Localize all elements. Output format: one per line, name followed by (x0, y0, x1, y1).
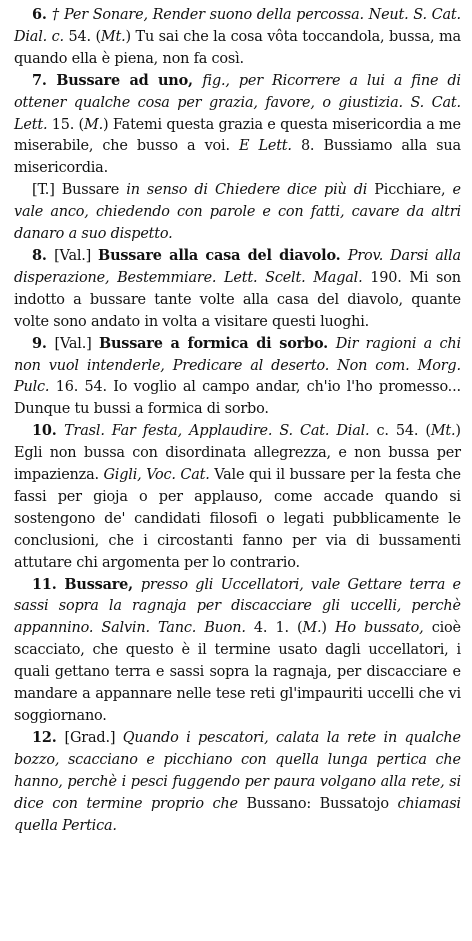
entry-text-run: Bussare alla casa del diavolo. (98, 245, 348, 264)
entry-text-run: e vale anco, chiedendo con parole e con fatti, cavare da altri danaro a suo dispetto. (14, 180, 461, 243)
entry-text-run: 6. (32, 5, 52, 23)
entry-text-run: ) Fatemi questa grazia e questa misericordia a me miserabile, che busso a voi. (14, 114, 461, 155)
entry-text-run: M. (83, 114, 103, 133)
entry-text-run: Ho bussato, (335, 618, 432, 637)
entry-text-run: Trasl. Far festa, Applaudire. S. Cat. Dial. (64, 421, 377, 440)
dictionary-column (14, 4, 462, 836)
entry-6 (14, 4, 461, 70)
entry-text-run: E Lett. (238, 136, 301, 155)
entry-text-run: [Val.] (54, 333, 99, 352)
entry-10 (14, 420, 461, 573)
entry-text-run: 9. (32, 333, 55, 352)
entry-text-run: fig., per Ricorrere a lui a fine di ottener qualche cosa per grazia, favore, o giustizia. S. Cat. Lett. (14, 70, 461, 133)
entry-text-run: [Grad.] (64, 727, 123, 746)
entry-text-run: 54. ( (68, 26, 101, 45)
entry-text-run: ) (321, 618, 336, 637)
entry-text-run: 15. ( (51, 114, 84, 133)
entry-text-run: Bussano: Bussatojo (246, 793, 398, 812)
entry-text-run: Mt. (100, 26, 126, 45)
entry-text-run: Mt. (430, 421, 456, 440)
entry-text-run: ) Tu sai che la cosa vôta toccandola, bussa, ma quando ella è piena, non fa così. (14, 26, 461, 67)
entry-text-run: 12. (32, 727, 65, 746)
entry-text-run: Bussare a formica di sorbo. (98, 333, 336, 352)
entry-text-run: Picchiare, (374, 180, 453, 199)
entry-text-run: Prov. Darsi alla disperazione, Bestemmiare. Lett. Scelt. Magal. (14, 245, 461, 286)
entry-text-run: 16. 54. Io voglio al campo andar, ch'io l'ho promesso... Dunque tu bussi a formica di sorbo. (14, 377, 461, 418)
entry-text-run: Vale qui il bussare per la festa che fassi per gioja o per applauso, come accade quando si sostengono de' candidati filosofi o legati pubblicamente le conclusioni, che i circostanti fanno per via di bussamenti attutare chi argomenta per lo contrario. (14, 465, 461, 571)
entry-text-run: 10. (32, 421, 65, 440)
entry-text-run: in senso di Chiedere dice più di (126, 180, 375, 199)
entry-text-run: 11. Bussare, (32, 574, 141, 593)
entry-text-run: 7. Bussare ad uno, (32, 70, 203, 89)
entry-text-run: c. 54. ( (376, 421, 431, 440)
entry-text-run: [Val.] (54, 245, 99, 264)
entry-text-run: † Per Sonare, Render suono della percossa. Neut. S. Cat. Dial. c. (14, 5, 461, 45)
entry-text-run: 190. Mi son indotto a bussare tante volte alla casa del diavolo, quante volte sono andato in volta a visitare questi luoghi. (14, 267, 461, 330)
entry-text-run: Dir ragioni a chi non vuol intenderle, Predicare al deserto. Non com. Morg. Pulc. (14, 333, 461, 396)
entry-text-run: Gigli, Voc. Cat. (103, 465, 215, 484)
entry-text-run: ) Egli non bussa con disordinata allegrezza, e non bussa per impazienza. (14, 421, 461, 484)
entry-text-run: 4. 1. ( (253, 618, 303, 637)
entry-11 (14, 574, 461, 727)
entry-text-run: [T.] Bussare (32, 180, 127, 199)
entry-text-run: presso gli Uccellatori, vale Gettare terra e sassi sopra la ragnaja per discacciare gli uccelli, perchè appannino. Salvin. Tanc. Buon. (14, 574, 461, 637)
entry-text-run: 8. Bussiamo alla sua misericordia. (14, 136, 461, 177)
entry-9 (14, 333, 461, 421)
entry-text-run: M. (302, 618, 322, 637)
entry-text-run: cioè scacciato, che questo è il termine usato dagli uccellatori, i quali gettano terra e sassi sopra la ragnaja, per discacciare e mandare a appannare nelle tese reti gl'impauriti uccelli che vi soggiornano. (14, 618, 461, 724)
entry-12 (14, 727, 461, 837)
entry-7-note (14, 179, 461, 245)
entry-text-run: chiamasi quella Pertica. (14, 793, 461, 834)
entry-8 (14, 245, 461, 333)
entry-7 (14, 70, 461, 180)
entry-text-run: Quando i pescatori, calata la rete in qualche bozzo, scacciano e picchiano con quella lunga pertica che hanno, perchè i pesci fuggendo per paura volgano alla rete, si dice con termine proprio che (14, 727, 461, 812)
entry-text-run: 8. (32, 245, 55, 264)
